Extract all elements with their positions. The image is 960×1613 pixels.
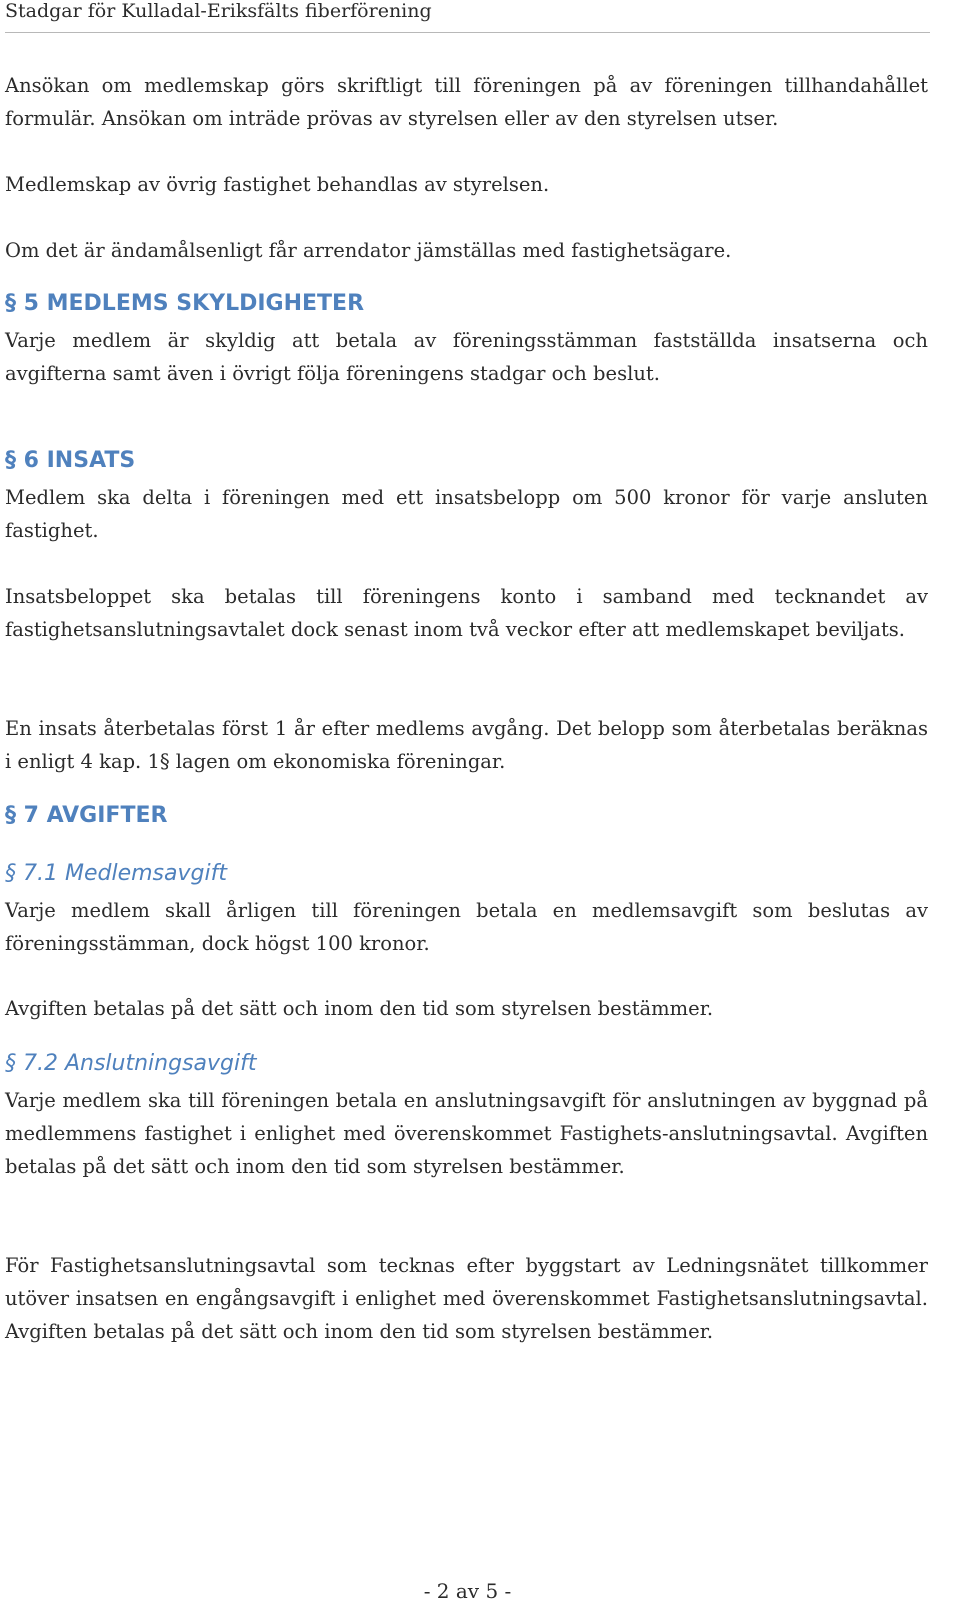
running-header: Stadgar för Kulladal-Eriksfälts fiberförening [5,0,432,22]
paragraph-insats-refund: En insats återbetalas först 1 år efter medlems avgång. Det belopp som återbetalas beräknas i enligt 4 kap. 1§ lagen om ekonomiska föreningar. [5,717,928,773]
section-heading-7: § 7 AVGIFTER [5,803,168,828]
section-heading-6: § 6 INSATS [5,448,136,473]
paragraph-membership-fee: Varje medlem skall årligen till föreningen betala en medlemsavgift som beslutas av föreningsstämman, dock högst 100 kronor. [5,899,928,955]
header-divider [5,32,930,33]
paragraph-lessee: Om det är ändamålsenligt får arrendator jämställas med fastighetsägare. [5,239,732,262]
paragraph-insats-amount: Medlem ska delta i föreningen med ett insatsbelopp om 500 kronor för varje ansluten fastighet. [5,486,928,542]
paragraph-insats-payment: Insatsbeloppet ska betalas till föreningens konto i samband med tecknandet av fastighetsanslutningsavtalet dock senast inom två veckor efter att medlemskapet beviljats. [5,585,928,641]
section-heading-7-2: § 7.2 Anslutningsavgift [5,1051,257,1076]
paragraph-fee-payment: Avgiften betalas på det sätt och inom den tid som styrelsen bestämmer. [5,997,714,1020]
section-heading-7-1: § 7.1 Medlemsavgift [5,861,227,886]
paragraph-one-time-fee: För Fastighetsanslutningsavtal som tecknas efter byggstart av Ledningsnätet tillkommer utöver insatsen en engångsavgift i enlighet med överenskommet Fastighetsanslutningsavtal. Avgiften betalas på det sätt och inom den tid som styrelsen bestämmer. [5,1254,928,1343]
section-heading-5: § 5 MEDLEMS SKYLDIGHETER [5,291,365,316]
paragraph-application: Ansökan om medlemskap görs skriftligt till föreningen på av föreningen tillhandahållet formulär. Ansökan om inträde prövas av styrelsen eller av den styrelsen utser. [5,74,928,130]
paragraph-member-duties: Varje medlem är skyldig att betala av föreningsstämman fastställda insatserna och avgifterna samt även i övrigt följa föreningens stadgar och beslut. [5,329,928,385]
page-number: - 2 av 5 - [423,1579,512,1603]
paragraph-other-property: Medlemskap av övrig fastighet behandlas av styrelsen. [5,173,550,196]
paragraph-connection-fee: Varje medlem ska till föreningen betala en anslutningsavgift för anslutningen av byggnad på medlemmens fastighet i enlighet med överenskommet Fastighets-anslutningsavtal. Avgiften betalas på det sätt och inom den tid som styrelsen bestämmer. [5,1089,928,1178]
